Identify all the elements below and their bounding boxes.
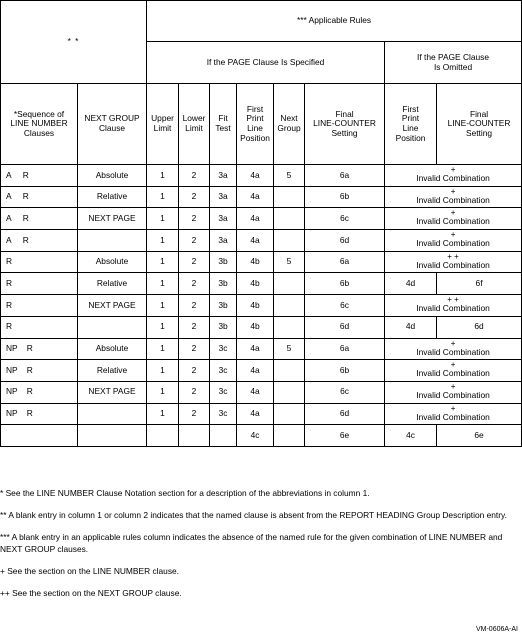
sequence-cell: NP R: [1, 381, 78, 403]
invalid-combination-cell: [385, 338, 522, 360]
next-group-rule-header: Next Group: [274, 84, 305, 165]
first-print-line-cell: 4b: [237, 295, 274, 317]
fit-test-cell: 3a: [210, 230, 237, 252]
fit-test-cell: [210, 425, 237, 447]
applicable-rules-header: *** Applicable Rules: [147, 1, 522, 42]
upper-limit-cell: 1: [147, 295, 179, 317]
lower-limit-cell: 2: [179, 360, 210, 382]
sequence-cell: R: [1, 273, 78, 295]
sequence-cell: R: [1, 316, 78, 338]
rule-rows: [1, 165, 522, 447]
omitted-first-print-line-cell: 4c: [385, 425, 437, 447]
table-row: [1, 295, 522, 317]
lower-limit-cell: [179, 425, 210, 447]
first-print-line-cell: 4c: [237, 425, 274, 447]
omitted-final-line-counter-header: Final LINE-COUNTER Setting: [437, 84, 522, 165]
sequence-cell: A R: [1, 165, 78, 187]
first-print-line-cell: 4a: [237, 381, 274, 403]
final-line-counter-cell: 6d: [305, 230, 385, 252]
next-group-rule-cell: [274, 360, 305, 382]
table-row: [1, 186, 522, 208]
sequence-column-header: *Sequence of LINE NUMBER Clauses: [1, 84, 78, 165]
invalid-combination-cell: [385, 251, 522, 273]
next-group-column-header: NEXT GROUP Clause: [78, 84, 147, 165]
invalid-combination-cell: [385, 230, 522, 252]
upper-limit-cell: 1: [147, 381, 179, 403]
fit-test-cell: 3b: [210, 251, 237, 273]
upper-limit-cell: 1: [147, 165, 179, 187]
next-group-cell: Absolute: [78, 251, 147, 273]
next-group-cell: NEXT PAGE: [78, 208, 147, 230]
next-group-rule-cell: [274, 295, 305, 317]
table-row: [1, 208, 522, 230]
invalid-combination-text: Invalid Combination: [416, 216, 490, 227]
invalid-combination-cell: [385, 403, 522, 425]
upper-limit-cell: 1: [147, 273, 179, 295]
lower-limit-cell: 2: [179, 273, 210, 295]
next-group-rule-cell: [274, 316, 305, 338]
first-print-line-header: First Print Line Position: [237, 84, 274, 165]
upper-limit-cell: 1: [147, 251, 179, 273]
invalid-combination-cell: [385, 381, 522, 403]
table-row: [1, 230, 522, 252]
first-print-line-cell: 4b: [237, 316, 274, 338]
invalid-combination-text: Invalid Combination: [416, 194, 490, 205]
fit-test-cell: 3a: [210, 165, 237, 187]
next-group-rule-cell: 5: [274, 165, 305, 187]
fit-test-cell: 3a: [210, 186, 237, 208]
fit-test-cell: 3a: [210, 208, 237, 230]
upper-limit-cell: 1: [147, 403, 179, 425]
final-line-counter-header: Final LINE-COUNTER Setting: [305, 84, 385, 165]
first-print-line-cell: 4a: [237, 186, 274, 208]
upper-limit-cell: 1: [147, 208, 179, 230]
upper-limit-cell: 1: [147, 338, 179, 360]
invalid-combination-text: Invalid Combination: [416, 303, 490, 314]
next-group-cell: NEXT PAGE: [78, 295, 147, 317]
sequence-cell: NP R: [1, 338, 78, 360]
footnote: *** A blank entry in an applicable rules column indicates the absence of the named rule for the given combination of LINE NUMBER and NEXT GROUP clauses.: [0, 532, 503, 554]
reference-mark: +: [450, 403, 456, 413]
fit-test-cell: 3b: [210, 316, 237, 338]
final-line-counter-cell: 6c: [305, 381, 385, 403]
invalid-combination-cell: [385, 186, 522, 208]
footnote: * See the LINE NUMBER Clause Notation section for a description of the abbreviations in column 1.: [0, 488, 370, 498]
reference-mark: + +: [447, 295, 459, 305]
upper-limit-cell: 1: [147, 186, 179, 208]
upper-limit-cell: 1: [147, 316, 179, 338]
reference-mark: +: [450, 208, 456, 218]
reference-mark: +: [450, 165, 456, 174]
clause-header: [1, 1, 147, 84]
first-print-line-cell: 4a: [237, 338, 274, 360]
table-row: [1, 381, 522, 403]
sequence-cell: R: [1, 251, 78, 273]
fit-test-cell: 3c: [210, 360, 237, 382]
next-group-cell: [78, 230, 147, 252]
first-print-line-cell: 4b: [237, 273, 274, 295]
final-line-counter-cell: 6a: [305, 251, 385, 273]
table-row: [1, 316, 522, 338]
next-group-rule-cell: [274, 425, 305, 447]
footnotes: [0, 487, 520, 609]
final-line-counter-cell: 6a: [305, 338, 385, 360]
upper-limit-header: Upper Limit: [147, 84, 179, 165]
invalid-combination-text: Invalid Combination: [416, 368, 490, 379]
lower-limit-cell: 2: [179, 316, 210, 338]
next-group-cell: Absolute: [78, 338, 147, 360]
fit-test-cell: 3b: [210, 273, 237, 295]
omitted-final-line-counter-cell: 6f: [437, 273, 522, 295]
table-row: [1, 273, 522, 295]
next-group-cell: Relative: [78, 186, 147, 208]
next-group-cell: [78, 316, 147, 338]
omitted-first-print-line-header: First Print Line Position: [385, 84, 437, 165]
fit-test-cell: 3b: [210, 295, 237, 317]
first-print-line-cell: 4a: [237, 230, 274, 252]
final-line-counter-cell: 6c: [305, 295, 385, 317]
invalid-combination-text: Invalid Combination: [416, 238, 490, 249]
omitted-final-line-counter-cell: 6d: [437, 316, 522, 338]
footnote: ++ See the section on the NEXT GROUP clause.: [0, 588, 182, 598]
lower-limit-cell: 2: [179, 381, 210, 403]
first-print-line-cell: 4b: [237, 251, 274, 273]
invalid-combination-text: Invalid Combination: [416, 411, 490, 422]
next-group-cell: NEXT PAGE: [78, 381, 147, 403]
fit-test-header: Fit Test: [210, 84, 237, 165]
next-group-rule-cell: [274, 273, 305, 295]
header-stars: * *: [67, 36, 80, 47]
lower-limit-cell: 2: [179, 251, 210, 273]
invalid-combination-text: Invalid Combination: [416, 389, 490, 400]
sequence-cell: NP R: [1, 360, 78, 382]
invalid-combination-cell: [385, 360, 522, 382]
sequence-cell: A R: [1, 186, 78, 208]
table-row: [1, 360, 522, 382]
upper-limit-cell: 1: [147, 360, 179, 382]
next-group-cell: [78, 403, 147, 425]
footnote: ** A blank entry in column 1 or column 2 indicates that the named clause is absent from the REPORT HEADING Group Description entry.: [0, 510, 507, 520]
lower-limit-cell: 2: [179, 295, 210, 317]
reference-mark: + +: [447, 251, 459, 261]
final-line-counter-cell: 6d: [305, 403, 385, 425]
table-row: [1, 251, 522, 273]
sequence-cell: R: [1, 295, 78, 317]
page-specified-header: If the PAGE Clause Is Specified: [147, 42, 385, 84]
fit-test-cell: 3c: [210, 381, 237, 403]
first-print-line-cell: 4a: [237, 403, 274, 425]
next-group-cell: Absolute: [78, 165, 147, 187]
upper-limit-cell: [147, 425, 179, 447]
first-print-line-cell: 4a: [237, 360, 274, 382]
sequence-cell: NP R: [1, 403, 78, 425]
fit-test-cell: 3c: [210, 338, 237, 360]
reference-mark: +: [450, 381, 456, 391]
invalid-combination-text: Invalid Combination: [416, 346, 490, 357]
footnote: + See the section on the LINE NUMBER clause.: [0, 566, 179, 576]
final-line-counter-cell: 6d: [305, 316, 385, 338]
sequence-cell: A R: [1, 208, 78, 230]
final-line-counter-cell: 6e: [305, 425, 385, 447]
next-group-rule-cell: 5: [274, 338, 305, 360]
table-row: [1, 165, 522, 187]
first-print-line-cell: 4a: [237, 208, 274, 230]
upper-limit-cell: 1: [147, 230, 179, 252]
lower-limit-cell: 2: [179, 403, 210, 425]
sequence-cell: A R: [1, 230, 78, 252]
invalid-combination-text: Invalid Combination: [416, 259, 490, 270]
figure-code: VM-0606A-AI: [475, 626, 518, 633]
invalid-combination-cell: [385, 165, 522, 187]
reference-mark: +: [450, 186, 456, 196]
next-group-rule-cell: [274, 230, 305, 252]
reference-mark: +: [450, 230, 456, 240]
final-line-counter-cell: 6b: [305, 273, 385, 295]
lower-limit-cell: 2: [179, 230, 210, 252]
table-row: [1, 338, 522, 360]
invalid-combination-cell: [385, 208, 522, 230]
invalid-combination-text: Invalid Combination: [416, 173, 490, 184]
invalid-combination-cell: [385, 295, 522, 317]
final-line-counter-cell: 6b: [305, 360, 385, 382]
first-print-line-cell: 4a: [237, 165, 274, 187]
reference-mark: +: [450, 360, 456, 370]
next-group-cell: Relative: [78, 273, 147, 295]
lower-limit-cell: 2: [179, 338, 210, 360]
lower-limit-cell: 2: [179, 208, 210, 230]
table-row: [1, 425, 522, 447]
lower-limit-cell: 2: [179, 165, 210, 187]
omitted-final-line-counter-cell: 6e: [437, 425, 522, 447]
lower-limit-cell: 2: [179, 186, 210, 208]
omitted-first-print-line-cell: 4d: [385, 316, 437, 338]
next-group-cell: [78, 425, 147, 447]
sequence-cell: [1, 425, 78, 447]
next-group-rule-cell: [274, 186, 305, 208]
reference-mark: +: [450, 338, 456, 348]
lower-limit-header: Lower Limit: [179, 84, 210, 165]
page-omitted-header: If the PAGE Clause Is Omitted: [385, 42, 522, 84]
final-line-counter-cell: 6a: [305, 165, 385, 187]
next-group-rule-cell: [274, 381, 305, 403]
next-group-cell: Relative: [78, 360, 147, 382]
table-row: [1, 403, 522, 425]
next-group-rule-cell: 5: [274, 251, 305, 273]
final-line-counter-cell: 6b: [305, 186, 385, 208]
fit-test-cell: 3c: [210, 403, 237, 425]
omitted-first-print-line-cell: 4d: [385, 273, 437, 295]
next-group-rule-cell: [274, 403, 305, 425]
next-group-rule-cell: [274, 208, 305, 230]
final-line-counter-cell: 6c: [305, 208, 385, 230]
